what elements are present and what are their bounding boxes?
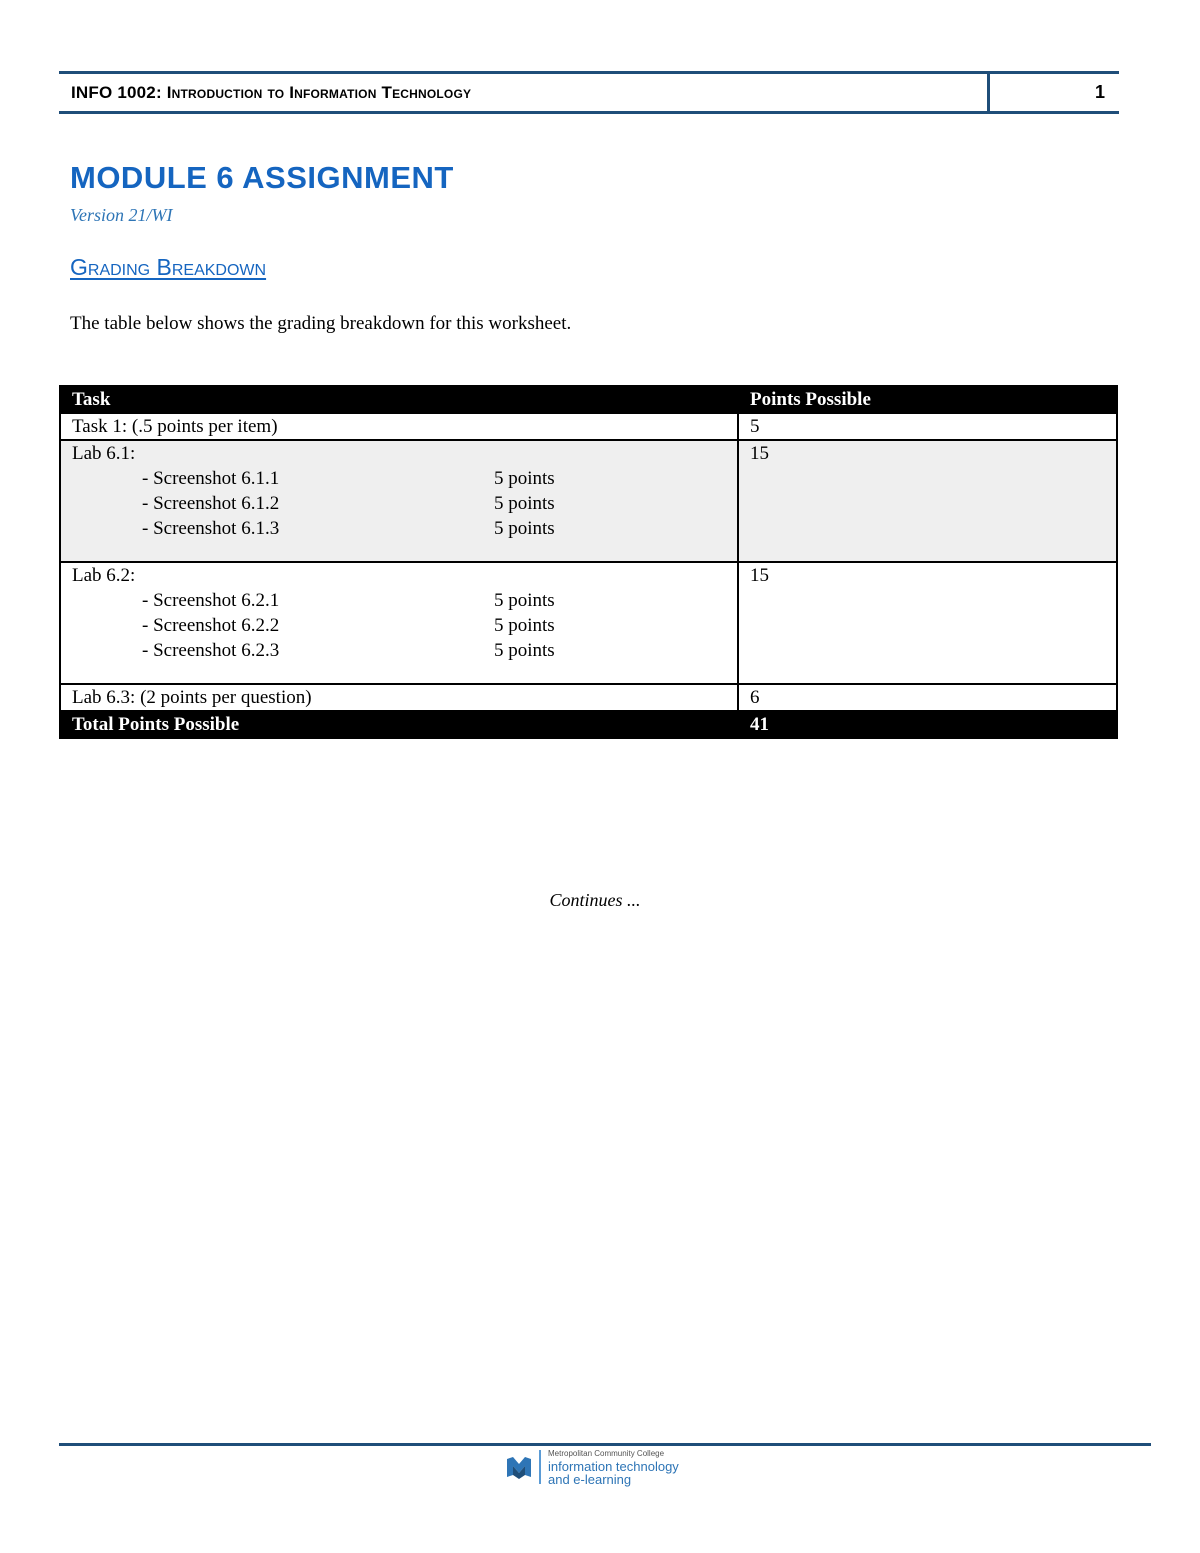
document-title: MODULE 6 ASSIGNMENT: [70, 160, 454, 195]
total-points: 41: [738, 711, 1117, 738]
sub-item: [72, 516, 726, 541]
sub-item-name: - Screenshot 6.2.1: [142, 590, 280, 611]
total-row: [60, 711, 1117, 738]
version-label: Version 21/WI: [70, 205, 173, 225]
table-row: [60, 440, 1117, 562]
sub-item-name: - Screenshot 6.2.3: [142, 640, 280, 661]
section-heading: Grading Breakdown: [70, 254, 267, 280]
row-label-cell: [60, 562, 738, 684]
row-label: Lab 6.3: (2 points per question): [60, 684, 738, 711]
sub-item-points: 5 points: [494, 590, 555, 611]
course-title: INFO 1002: Introduction to Information Technology: [71, 82, 472, 102]
intro-paragraph: The table below shows the grading breakdown for this worksheet.: [70, 313, 572, 334]
sub-item-points: 5 points: [494, 615, 555, 636]
dept-line-1: information technology: [548, 1459, 679, 1474]
sub-item-name: - Screenshot 6.1.1: [142, 468, 280, 489]
row-label: Task 1: (.5 points per item): [60, 413, 738, 440]
sub-item-name: - Screenshot 6.1.2: [142, 493, 280, 514]
header-task: Task: [60, 386, 738, 413]
dept-line-2: and e-learning: [548, 1472, 632, 1487]
table-row: [60, 562, 1117, 684]
row-label: Lab 6.2:: [72, 565, 136, 586]
row-label-cell: [60, 440, 738, 562]
header-points: Points Possible: [738, 386, 1117, 413]
total-label: Total Points Possible: [60, 711, 738, 738]
grading-table: [59, 385, 1118, 739]
sub-item-name: - Screenshot 6.2.2: [142, 615, 280, 636]
sub-item-name: - Screenshot 6.1.3: [142, 518, 280, 539]
table-row: [60, 413, 1117, 440]
logo-text: [548, 1447, 679, 1486]
sub-item: [72, 491, 726, 516]
sub-item-points: 5 points: [494, 640, 555, 661]
sub-item-points: 5 points: [494, 493, 555, 514]
table-header-row: [60, 386, 1117, 413]
sub-item-points: 5 points: [494, 518, 555, 539]
sub-item: [72, 638, 726, 663]
row-points: 15: [738, 562, 1117, 684]
table-row: [60, 684, 1117, 711]
sub-item: [72, 466, 726, 491]
row-points: 6: [738, 684, 1117, 711]
college-logo-icon: [505, 1453, 533, 1481]
row-label: Lab 6.1:: [72, 443, 136, 464]
footer-logo: [505, 1447, 679, 1486]
sub-item-points: 5 points: [494, 468, 555, 489]
sub-item: [72, 588, 726, 613]
footer-rule: [59, 1443, 1151, 1446]
page-header: [59, 71, 1119, 114]
row-points: 15: [738, 440, 1117, 562]
continues-note: Continues ...: [549, 890, 641, 910]
page-number: 1: [987, 74, 1119, 111]
logo-divider: [539, 1450, 541, 1484]
row-points: 5: [738, 413, 1117, 440]
college-name: Metropolitan Community College: [548, 1449, 665, 1458]
sub-item: [72, 613, 726, 638]
